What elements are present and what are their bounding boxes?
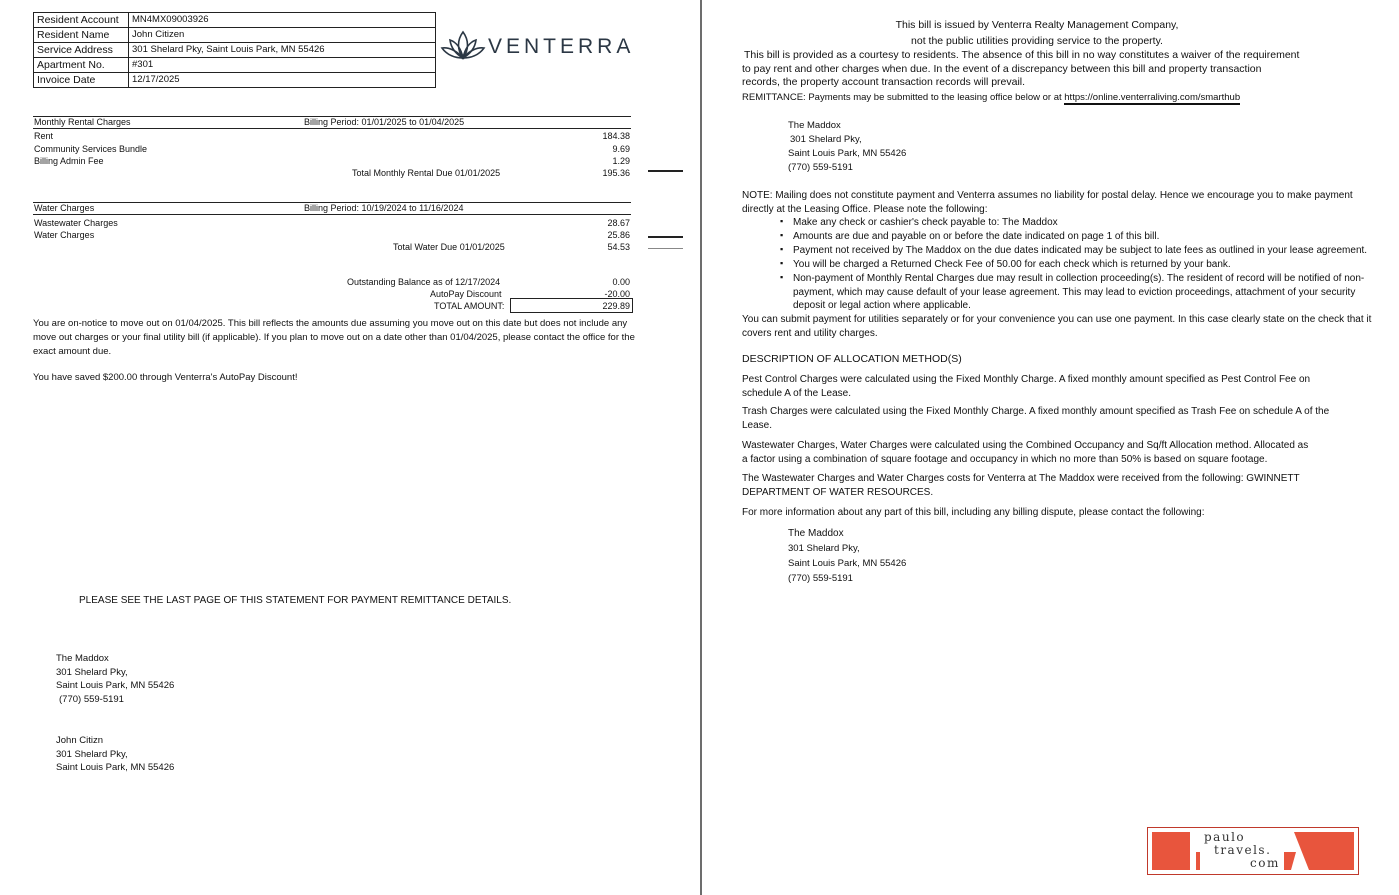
apartment-no-value: #301 [129,58,436,73]
community-bundle-amount: 9.69 [612,144,630,154]
bullet-line: deposit or legal action where applicable. [793,300,971,311]
admin-fee-amount: 1.29 [612,156,630,166]
resident-street: 301 Shelard Pky, [56,748,128,760]
watermark-stripe [1152,832,1190,870]
watermark-line: paulo [1204,830,1246,844]
divider [648,248,683,249]
water-heading: Water Charges [34,203,95,213]
contact-address-block [788,526,906,586]
autopay-savings-note: You have saved $200.00 through Venterra's AutoPay Discount! [33,372,298,383]
rental-total-amount: 195.36 [602,168,630,178]
remittance-notice: PLEASE SEE THE LAST PAGE OF THIS STATEMENT FOR PAYMENT REMITTANCE DETAILS. [79,595,512,606]
contact-phone: (770) 559-5191 [788,573,853,584]
paragraph-line: schedule A of the Lease. [742,387,851,399]
property-city: Saint Louis Park, MN 55426 [56,680,175,691]
remittance-text: Payments may be submitted to the leasing office below or at [808,92,1062,103]
table-row [34,13,436,28]
property-address-block [56,652,174,706]
courtesy-line: to pay rent and other charges when due. In the event of a discrepancy between this bill and property transaction [742,62,1262,75]
service-address-value: 301 Shelard Pky, Saint Louis Park, MN 55426 [129,43,436,58]
bullet-icon: ▪ [780,272,784,282]
note-label: NOTE: [742,190,773,201]
total-amount-value: 229.89 [602,301,630,311]
notice-line: move out charges or your final utility bill (if applicable). If you plan to move out on a date other than 01/04/2025, please contact the office for the [33,332,635,343]
paragraph-line: The Wastewater Charges and Water Charges costs for Venterra at The Maddox were received from the following: GWINNETT [742,473,1300,484]
remittance-label: REMITTANCE: [742,92,806,103]
bullet-line: payment, which may cause default of your lease agreement. This may lead to eviction proceedings, attachment of your security [793,286,1356,298]
resident-city: Saint Louis Park, MN 55426 [56,762,175,773]
water-allocation-paragraph [742,439,1308,466]
separate-payment-note [742,313,1371,340]
remit-phone: (770) 559-5191 [788,162,853,173]
watermark-stripe [1294,832,1354,870]
paragraph-line: DEPARTMENT OF WATER RESOURCES. [742,486,934,498]
apartment-no-label: Apartment No. [34,58,129,73]
watermark-text [1200,831,1284,870]
water-label: Water Charges [34,230,95,240]
property-phone: (770) 559-5191 [59,693,124,705]
bullet-item [793,272,1364,313]
service-address-label: Service Address [34,43,129,58]
wastewater-amount: 28.67 [607,218,630,228]
contact-city: Saint Louis Park, MN 55426 [788,558,907,569]
property-name: The Maddox [56,653,109,664]
paragraph-line: a factor using a combination of square footage and occupancy in which no more than 50% is based on square footage. [742,453,1268,465]
bullet-item: Make any check or cashier's check payable to: The Maddox [793,217,1058,228]
table-row [34,58,436,73]
water-total-label: Total Water Due 01/01/2025 [393,242,505,252]
wastewater-label: Wastewater Charges [34,218,118,228]
paragraph-line: Wastewater Charges, Water Charges were calculated using the Combined Occupancy and Sq/ft Allocation method. Allocated as [742,440,1309,451]
resident-name-value: John Citizen [129,28,436,43]
note-line: You can submit payment for utilities separately or for your convenience you can use one payment. In this case clearly state on the check that it [742,314,1372,325]
rent-amount: 184.38 [602,131,630,141]
outstanding-balance-amount: 0.00 [612,277,630,287]
resident-address-block [56,734,174,775]
bullet-item: Payment not received by The Maddox on the due dates indicated may be subject to late fees as outlined in your lease agreement. [793,245,1368,256]
water-billing-period: Billing Period: 10/19/2024 to 11/16/2024 [304,203,464,213]
account-info-table [33,12,436,88]
resident-name: John Citizn [56,735,103,746]
bullet-item: You will be charged a Returned Check Fee of 50.00 for each check which is returned by your bank. [793,259,1231,270]
notice-line: exact amount due. [33,346,112,357]
issuer-line: not the public utilities providing service to the property. [911,35,1163,47]
smarthub-link[interactable]: https://online.venterraliving.com/smarthub [1064,92,1241,103]
admin-fee-label: Billing Admin Fee [34,156,104,166]
allocation-heading: DESCRIPTION OF ALLOCATION METHOD(S) [742,353,962,365]
paragraph-line: Pest Control Charges were calculated using the Fixed Monthly Charge. A fixed monthly amount specified as Pest Control Fee on [742,374,1311,385]
table-row [34,73,436,88]
remit-address-block [788,119,906,175]
rental-billing-period: Billing Period: 01/01/2025 to 01/04/2025 [304,117,465,127]
invoice-date-label: Invoice Date [34,73,129,88]
remit-street: 301 Shelard Pky, [790,134,862,145]
contact-name: The Maddox [788,528,844,539]
table-row [34,28,436,43]
paragraph-line: Lease. [742,419,773,431]
remittance-line [742,91,1240,105]
paragraph-line: Trash Charges were calculated using the Fixed Monthly Charge. A fixed monthly amount specified as Trash Fee on schedule A of the [742,406,1330,417]
divider [33,214,631,215]
outstanding-balance-label: Outstanding Balance as of 12/17/2024 [347,277,501,287]
bullet-icon: ▪ [780,244,784,254]
water-costs-paragraph [742,472,1300,499]
mailing-note [742,189,1353,216]
rent-label: Rent [34,131,54,141]
total-amount-label: TOTAL AMOUNT: [434,301,505,311]
resident-account-label: Resident Account [34,13,129,28]
venterra-lotus-icon [440,28,486,62]
courtesy-line: This bill is provided as a courtesy to residents. The absence of this bill in no way constitutes a waiver of the requirement [744,49,1300,61]
bullet-line: Non-payment of Monthly Rental Charges due may result in collection proceeding(s). The resident of record will be notified of non- [793,273,1365,284]
note-text: Mailing does not constitute payment and Venterra assumes no liability for postal delay. Hence we encourage you to make payment [775,190,1353,201]
community-bundle-label: Community Services Bundle [34,144,148,154]
page-divider [700,0,702,895]
more-info-line: For more information about any part of this bill, including any billing dispute, please contact the following: [742,507,1205,518]
table-row [34,43,436,58]
water-total-amount: 54.53 [607,242,630,252]
bullet-icon: ▪ [780,216,784,226]
autopay-discount-amount: -20.00 [604,289,630,299]
issuer-line: This bill is issued by Venterra Realty Management Company, [895,19,1179,31]
resident-account-value: MN4MX09003926 [129,13,436,28]
watermark-line: com [1250,856,1280,870]
resident-name-label: Resident Name [34,28,129,43]
bullet-icon: ▪ [780,258,784,268]
move-out-notice [33,317,635,359]
contact-street: 301 Shelard Pky, [788,543,860,554]
watermark-line: travels. [1214,843,1272,857]
note-text: directly at the Leasing Office. Please note the following: [742,203,988,215]
pest-control-paragraph [742,373,1310,400]
property-street: 301 Shelard Pky, [56,666,128,678]
invoice-date-value: 12/17/2025 [129,73,436,88]
venterra-logo-text: VENTERRA [488,35,635,58]
note-line: covers rent and utility charges. [742,327,878,339]
bullet-item: Amounts are due and payable on or before the date indicated on page 1 of this bill. [793,231,1160,242]
rental-total-label: Total Monthly Rental Due 01/01/2025 [352,168,501,178]
courtesy-statement [742,49,1299,90]
remit-city: Saint Louis Park, MN 55426 [788,148,907,159]
water-amount: 25.86 [607,230,630,240]
watermark-logo [1147,827,1359,875]
divider [648,236,683,238]
bullet-icon: ▪ [780,230,784,240]
courtesy-line: records, the property account transaction records will prevail. [742,76,1026,88]
issuer-statement [742,17,1332,49]
rental-heading: Monthly Rental Charges [34,117,131,127]
autopay-discount-label: AutoPay Discount [430,289,502,299]
notice-line: You are on-notice to move out on 01/04/2025. This bill reflects the amounts due assuming you move out on this date but does not include any [33,318,628,329]
trash-paragraph [742,405,1329,432]
divider [648,170,683,172]
remit-name: The Maddox [788,120,841,131]
divider [33,128,631,129]
